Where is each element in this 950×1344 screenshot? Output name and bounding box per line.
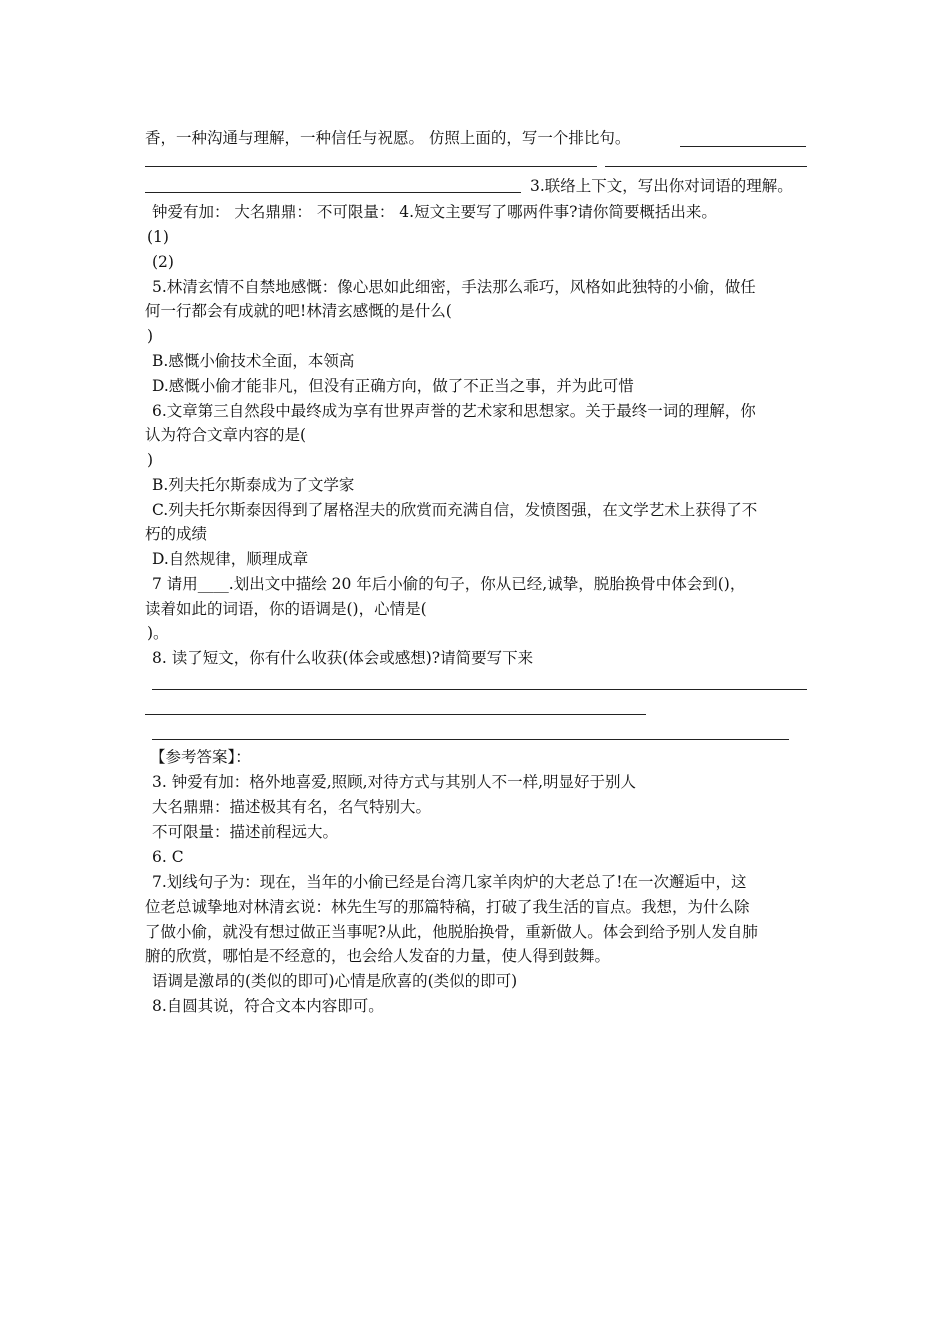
text-line: D.感慨小偷才能非凡，但没有正确方向，做了不正当之事，并为此可惜: [152, 377, 634, 395]
text-line: D.自然规律，顺理成章: [152, 550, 309, 568]
answer-blank-line[interactable]: [152, 739, 789, 740]
text-line: 3.联络上下文，写出你对词语的理解。: [530, 177, 793, 195]
text-line: 朽的成绩: [145, 525, 208, 543]
answer-key-heading: 【参考答案】：: [150, 748, 251, 766]
text-line: ): [147, 327, 154, 345]
answer-blank-line[interactable]: [145, 714, 646, 715]
text-line: (2): [152, 253, 174, 271]
text-line: (1): [147, 228, 169, 246]
text-line: 6.文章第三自然段中最终成为享有世界声誉的艺术家和思想家。关于最终一词的理解，你: [152, 402, 756, 420]
text-line: 不可限量：描述前程远大。: [152, 823, 339, 841]
text-line: ): [147, 451, 154, 469]
text-line: 8. 读了短文，你有什么收获(体会或感想)?请简要写下来: [152, 649, 534, 667]
text-line: 何一行都会有成就的吧!林清玄感慨的是什么(: [145, 302, 452, 320]
text-line: B.感慨小偷技术全面，本领高: [152, 352, 355, 370]
text-line: C.列夫托尔斯泰因得到了屠格涅夫的欣赏而充满自信，发愤图强，在文学艺术上获得了不: [152, 501, 758, 519]
answer-blank-line[interactable]: [152, 689, 807, 690]
text-line: 位老总诚挚地对林清玄说：林先生写的那篇特稿，打破了我生活的盲点。我想，为什么除: [145, 898, 750, 916]
text-line: 8.自圆其说，符合文本内容即可。: [152, 997, 384, 1015]
text-line: 大名鼎鼎：描述极其有名，名气特别大。: [152, 798, 432, 816]
answer-blank-line[interactable]: [145, 166, 597, 167]
text-line: 7 请用____.划出文中描绘 20 年后小偷的句子，你从已经,诚挚，脱胎换骨中体会到()，: [152, 575, 746, 593]
text-line: )。: [147, 624, 169, 642]
text-line: 3. 钟爱有加：格外地喜爱,照顾,对待方式与其别人不一样,明显好于别人: [152, 773, 636, 791]
text-line: 腑的欣赏，哪怕是不经意的，也会给人发奋的力量，使人得到鼓舞。: [145, 947, 611, 965]
text-line: 钟爱有加： 大名鼎鼎： 不可限量： 4.短文主要写了哪两件事?请你简要概括出来。: [152, 203, 717, 221]
text-line: 语调是激昂的(类似的即可)心情是欣喜的(类似的即可): [152, 972, 518, 990]
text-line: 认为符合文章内容的是(: [145, 426, 307, 444]
text-line: B.列夫托尔斯泰成为了文学家: [152, 476, 355, 494]
answer-blank-line[interactable]: [680, 146, 806, 147]
text-line: 读着如此的词语，你的语调是()，心情是(: [145, 600, 427, 618]
text-line: 香，一种沟通与理解，一种信任与祝愿。 仿照上面的，写一个排比句。: [145, 129, 631, 147]
text-line: 了做小偷，就没有想过做正当事呢?从此，他脱胎换骨，重新做人。体会到给予别人发自肺: [145, 923, 758, 941]
text-line: 5.林清玄情不自禁地感慨：像心思如此细密，手法那么乖巧，风格如此独特的小偷，做任: [152, 278, 756, 296]
answer-blank-line[interactable]: [145, 192, 521, 193]
text-line: 6. C: [152, 848, 184, 866]
text-line: 7.划线句子为：现在，当年的小偷已经是台湾几家羊肉炉的大老总了!在一次邂逅中，这: [152, 873, 747, 891]
answer-blank-line[interactable]: [605, 166, 807, 167]
